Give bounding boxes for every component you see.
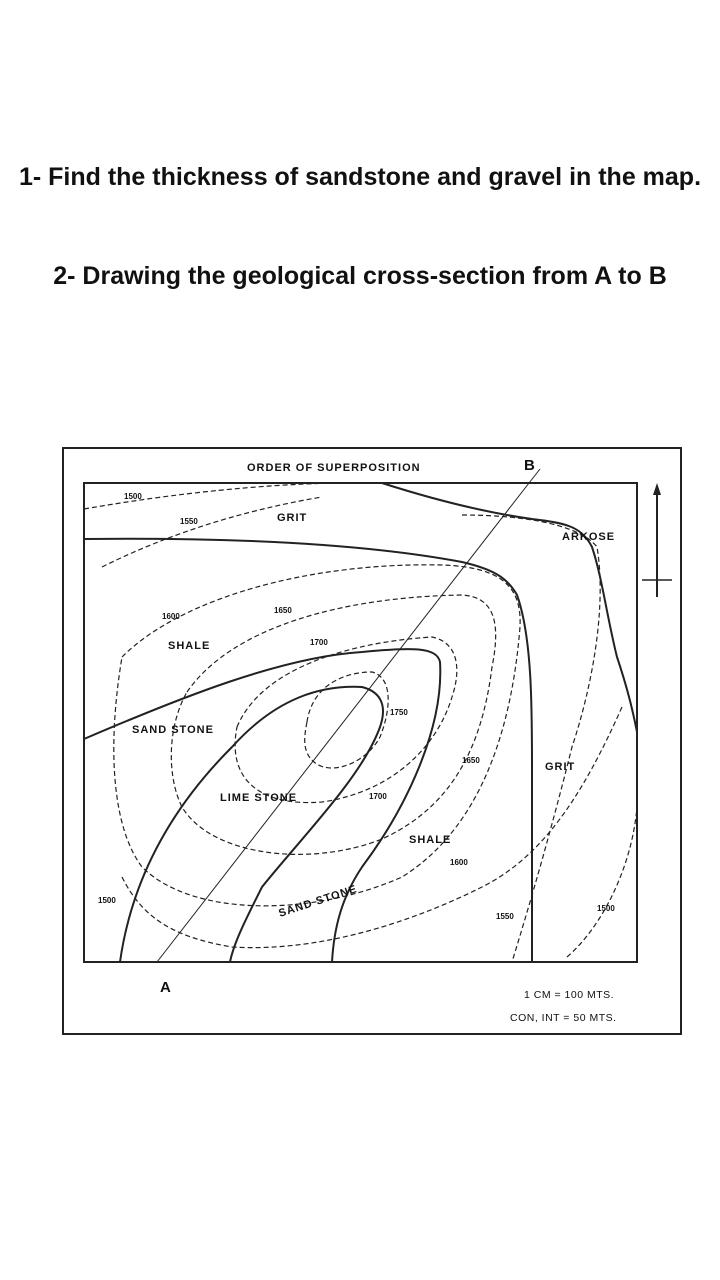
unit-grit-right: GRIT xyxy=(545,761,576,773)
contour-interval-note: CON, INT = 50 MTS. xyxy=(510,1012,617,1024)
contour-label-1700-mid: 1700 xyxy=(369,792,387,801)
contour-label-1500-top: 1500 xyxy=(124,492,142,501)
contour-label-1650-top: 1650 xyxy=(274,606,292,615)
contour-label-1550-top: 1550 xyxy=(180,517,198,526)
contour-label-1750: 1750 xyxy=(390,708,408,717)
point-b-label: B xyxy=(524,457,535,474)
contour-label-1600-bottom: 1600 xyxy=(450,858,468,867)
unit-sandstone-bottom: SAND STONE xyxy=(277,883,359,920)
unit-shale-right: SHALE xyxy=(409,834,452,846)
contour-label-1500-right: 1500 xyxy=(597,904,615,913)
contour-label-1700-top: 1700 xyxy=(310,638,328,647)
contour-label-1650-right: 1650 xyxy=(462,756,480,765)
unit-arkose: ARKOSE xyxy=(562,531,616,543)
map-header: ORDER OF SUPERPOSITION xyxy=(247,462,421,474)
unit-sandstone-left: SAND STONE xyxy=(132,724,214,736)
geological-map xyxy=(62,447,682,1035)
unit-limestone: LIME STONE xyxy=(220,792,298,804)
contour-label-1500-left: 1500 xyxy=(98,896,116,905)
unit-shale-left: SHALE xyxy=(168,640,211,652)
point-a-label: A xyxy=(160,979,171,996)
contour-label-1600-left: 1600 xyxy=(162,612,180,621)
question-2: 2- Drawing the geological cross-section from A to B xyxy=(53,262,667,290)
question-1: 1- Find the thickness of sandstone and gravel in the map. xyxy=(18,163,702,191)
scale-note: 1 CM = 100 MTS. xyxy=(524,989,615,1001)
unit-grit-top: GRIT xyxy=(277,512,308,524)
contour-label-1550-bottom: 1550 xyxy=(496,912,514,921)
